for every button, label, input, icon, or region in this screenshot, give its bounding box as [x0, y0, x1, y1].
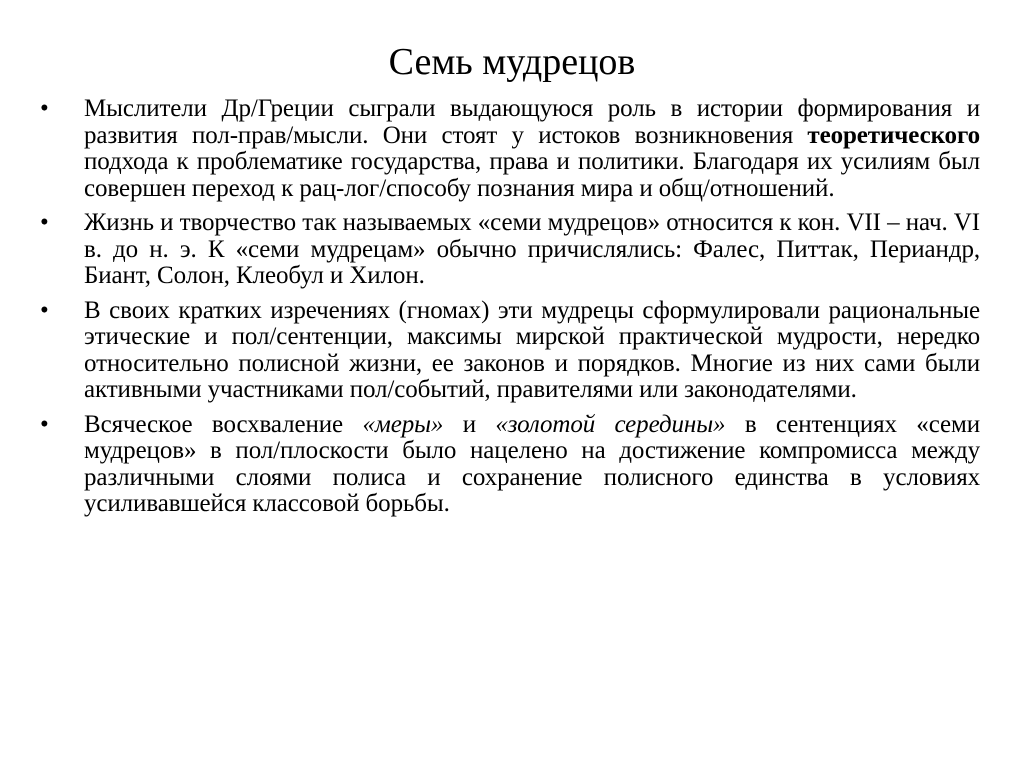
bullet-icon: • — [40, 296, 49, 324]
text-segment: Жизнь и творчество так называемых «семи мудрецов» относится к кон. VII – нач. VI в. до н. э. К «семи мудрецам» обычно причислялись: Фалес, Питтак, Периандр, Биант, Солон, Клеобул и Хилон. — [84, 209, 980, 289]
bullet-text — [84, 297, 980, 404]
text-segment: В своих кратких изречениях (гномах) эти мудрецы сформулировали рациональные этические и пол/сентенции, максимы мирской практической мудрости, нередко относительно полисной жизни, ее законов и порядков. Многие из них сами были активными участниками пол/событий, правителями или законодателями. — [84, 296, 980, 403]
text-segment: Мыслители Др/Греции сыграли выдающуюся роль в истории формирования и развития пол-прав/мысли. Они стоят у истоков возникновения — [84, 95, 980, 149]
bullet-icon: • — [40, 95, 49, 122]
bullet-icon: • — [40, 410, 49, 438]
emphasis-italic: «меры» — [362, 410, 444, 438]
bullet-item — [40, 210, 980, 290]
emphasis-italic: «золотой середины» — [495, 410, 726, 438]
bullet-icon: • — [40, 209, 49, 236]
slide-title: Семь мудрецов — [388, 41, 636, 83]
text-segment: в сентенциях «семи мудрецов» в пол/плоскости было нацелено на достижение компромисса между различными слоями полиса и сохранение полисного единства в условиях усиливавшейся классовой борьбы. — [84, 410, 981, 517]
bullet-text — [84, 411, 980, 518]
bullet-list — [40, 96, 980, 526]
bullet-text — [84, 209, 980, 289]
text-segment: Всяческое восхваление — [84, 410, 363, 438]
text-segment: подхода к проблематике государства, права и политики. Благодаря их усилиям был совершен переход к рац-лог/способу познания мира и общ/отношений. — [84, 148, 980, 202]
text-segment: и — [443, 410, 496, 438]
bullet-text — [84, 95, 980, 202]
bullet-item — [40, 412, 980, 518]
emphasis-bold: теоретического — [807, 121, 980, 149]
bullet-item — [40, 96, 980, 202]
bullet-item — [40, 298, 980, 404]
